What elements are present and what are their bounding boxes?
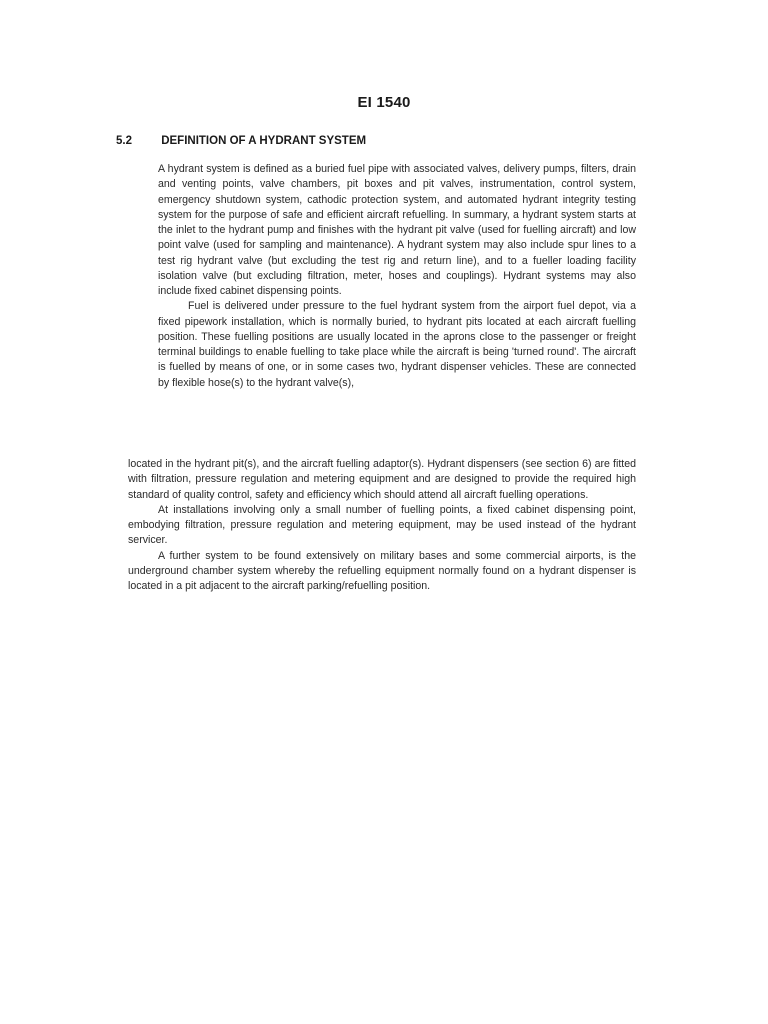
paragraph-definition: A hydrant system is defined as a buried fuel pipe with associated valves, delivery pumps, filters, drain and venting points, valve chambers, pit boxes and pit valves, instrumentation, control system, emergency shutdown system, cathodic protection system, and automated hydrant integrity testing system for the purpose of safe and efficient aircraft refuelling. In summary, a hydrant system starts at the inlet to the hydrant pump and finishes with the hydrant pit valve (used for fuelling aircraft) and low point valve (used for sampling and maintenance). A hydrant system may also include spur lines to a test rig hydrant valve (but excluding the test rig and return line), and to a fueller loading facility isolation valve (but excluding filtration, meter, hoses and couplings). Hydrant systems may also include fixed cabinet dispensing points.	[158, 163, 636, 297]
section-heading	[116, 135, 366, 147]
section-title: DEFINITION OF A HYDRANT SYSTEM	[161, 135, 367, 147]
upper-text-block	[158, 162, 636, 391]
paragraph-hydrant-dispensers: located in the hydrant pit(s), and the aircraft fuelling adaptor(s). Hydrant dispensers (see section 6) are fitted with filtration, pressure regulation and metering equipment and are designed to provide the required high standard of quality control, safety and efficiency which should attend all aircraft fuelling operations.	[128, 458, 636, 501]
section-number: 5.2	[116, 135, 132, 147]
paragraph-underground-chamber: A further system to be found extensively on military bases and some commercial airports, is the underground chamber system whereby the refuelling equipment normally found on a hydrant dispenser is located in a pit adjacent to the aircraft parking/refuelling position.	[128, 549, 636, 592]
document-title: EI 1540	[357, 94, 411, 111]
paragraph-fuel-delivery: Fuel is delivered under pressure to the fuel hydrant system from the airport fuel depot, via a fixed pipework installation, which is normally buried, to hydrant pits located at each aircraft fuelling position. These fuelling positions are usually located in the aprons close to the passenger or freight terminal buildings to enable fuelling to take place while the aircraft is being 'turned round'. The aircraft is fuelled by means of one, or in some cases two, hydrant dispenser vehicles. These are connected by flexible hose(s) to the hydrant valve(s),	[158, 300, 636, 389]
paragraph-fixed-cabinet: At installations involving only a small number of fuelling points, a fixed cabinet dispensing point, embodying filtration, pressure regulation and metering equipment, may be used instead of the hydrant servicer.	[128, 503, 636, 547]
lower-text-block	[128, 457, 636, 594]
